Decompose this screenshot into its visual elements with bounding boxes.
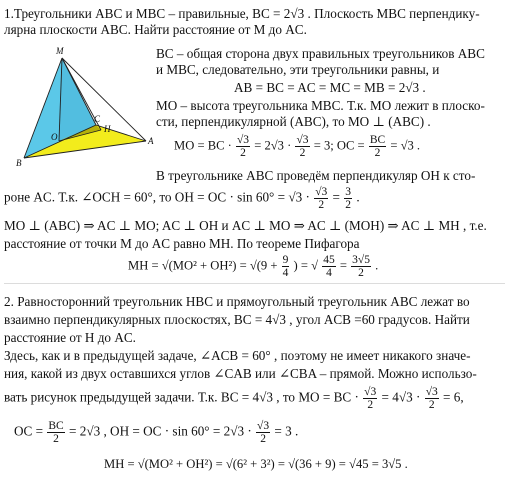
- problem1-statement-line2: лярна плоскости ABC. Найти расстояние от M до AC.: [4, 22, 307, 37]
- fraction: [351, 254, 371, 279]
- fraction-den: 2: [260, 433, 266, 445]
- p1-formula-mh: [128, 254, 378, 279]
- fraction: [363, 386, 377, 411]
- fraction: [344, 186, 352, 211]
- formula-mh-end: .: [375, 258, 379, 273]
- label-h: H: [104, 124, 111, 134]
- pyramid-figure: [4, 40, 154, 170]
- fraction-num: √3: [257, 420, 270, 432]
- p1-perp-line-3: MO ⊥ (ABC) ⇒ AC ⊥ MO; AC ⊥ OH и AC ⊥ MO ⇒ AC ⊥ (MOH) ⇒ AC ⊥ MH , т.е.: [4, 218, 487, 233]
- fraction-num: 9: [282, 254, 289, 266]
- fraction: [322, 254, 336, 279]
- fraction: [369, 134, 386, 159]
- p1-solution-line-5: сти, перпендикулярной (ABC), то MO ⊥ (ABC) .: [156, 114, 431, 129]
- p1-perp-line-2: [4, 186, 360, 211]
- fraction: [256, 420, 270, 445]
- perp2-end: .: [356, 189, 360, 205]
- fraction-den: 4: [326, 267, 332, 279]
- p2-mo-start: вать рисунок предыдущей задачи. Т.к. BC = 4√3 , то MO = BC ·: [4, 389, 359, 405]
- fraction-den: 2: [367, 399, 374, 411]
- p1-distance-line: расстояние от точки M до AC равно MH. По теореме Пифагора: [4, 236, 360, 251]
- fraction-den: 2: [318, 199, 325, 211]
- p2-solution-line-1: Здесь, как и в предыдущей задаче, ∠ACB = 60° , поэтому не имеет никакого значе-: [4, 348, 471, 363]
- p1-formula-mo: [174, 134, 420, 159]
- label-a: A: [148, 136, 154, 146]
- fraction-den: 2: [428, 399, 435, 411]
- label-o: O: [51, 132, 58, 142]
- p2-oc-start: OC =: [14, 423, 44, 439]
- p1-perp-line-1: В треугольнике ABC проведём перпендикуляр OH к сто-: [156, 168, 476, 183]
- fraction: [282, 254, 290, 279]
- document-page: [4, 0, 505, 480]
- label-m: M: [56, 46, 64, 56]
- p2-statement-line-3: расстояние от H до AC.: [4, 330, 136, 345]
- p2-solution-line-2: ния, какой из двух оставшихся углов ∠CAB или ∠CBA – прямой. Можно использо-: [4, 366, 477, 381]
- fraction-den: 2: [345, 199, 352, 211]
- p2-oc-mid: = 2√3 , OH = OC · sin 60° = 2√3 ·: [69, 423, 252, 439]
- fraction-num: √3: [364, 386, 377, 398]
- p1-solution-line-4: MO – высота треугольника MBC. Т.к. MO лежит в плоско-: [156, 98, 485, 113]
- fraction: [47, 420, 64, 445]
- perp2-start: роне AC. Т.к. ∠OCH = 60°, то OH = OC · sin 60° = √3 ·: [4, 189, 310, 205]
- formula-mo-rhs: = 3; OC =: [313, 138, 365, 153]
- formula-mh-mid: ) = √: [293, 258, 319, 273]
- p2-statement-line-2: взаимно перпендикулярных плоскостях, BC = 4√3 , угол ACB =60 градусов. Найти: [4, 312, 470, 327]
- fraction-num: BC: [369, 134, 386, 146]
- fraction: [425, 386, 439, 411]
- formula-mo-mid: = 2√3 ·: [254, 138, 292, 153]
- p1-solution-line-2: и MBC, следовательно, эти треугольники равны, и: [156, 62, 440, 77]
- fraction-num: √3: [296, 134, 309, 146]
- fraction-den: 2: [53, 433, 59, 445]
- label-c: C: [94, 114, 101, 124]
- p1-solution-line-3: AB = BC = AC = MC = MB = 2√3 .: [234, 80, 426, 95]
- fraction-den: 2: [299, 147, 306, 159]
- separator: [4, 283, 505, 284]
- fraction-num: √3: [315, 186, 328, 198]
- fraction-num: 45: [323, 254, 335, 266]
- fraction-den: 2: [240, 147, 246, 159]
- perp2-mid: =: [332, 189, 340, 205]
- fraction-den: 2: [374, 147, 381, 159]
- fraction: [314, 186, 328, 211]
- formula-mo-end: = √3 .: [390, 138, 421, 153]
- p2-final-formula: MH = √(MO² + OH²) = √(6² + 3²) = √(36 + 9) = √45 = 3√5 .: [104, 457, 408, 471]
- fraction-num: 3: [345, 186, 352, 198]
- fraction-num: 3√5: [352, 254, 370, 266]
- p2-mo-end: = 6,: [443, 389, 464, 405]
- p2-mo-mid: = 4√3 ·: [381, 389, 421, 405]
- p2-statement-line-1: 2. Равносторонний треугольник HBC и прямоугольный треугольник ABC лежат во: [4, 294, 470, 309]
- fraction: [295, 134, 309, 159]
- fraction-num: √3: [425, 386, 438, 398]
- p2-oc-end: = 3 .: [274, 423, 299, 439]
- problem1-statement-line1: 1.Треугольники ABC и MBC – правильные, BC = 2√3 . Плоскость MBC перпендику-: [4, 6, 480, 21]
- p1-solution-line-1: BC – общая сторона двух правильных треугольников ABC: [156, 46, 485, 61]
- fraction-den: 2: [358, 267, 364, 279]
- label-b: B: [16, 158, 22, 168]
- fraction-num: BC: [48, 420, 64, 432]
- fraction-num: √3: [237, 134, 250, 146]
- formula-mh-mid2: =: [339, 258, 347, 273]
- fraction-den: 4: [282, 267, 289, 279]
- fraction: [236, 134, 250, 159]
- p2-line-mo: [4, 386, 464, 411]
- p2-line-oc: [14, 420, 298, 445]
- formula-mh-lhs: MH = √(MO² + OH²) = √(9 +: [128, 258, 278, 273]
- formula-mo-lhs: MO = BC ·: [174, 138, 232, 153]
